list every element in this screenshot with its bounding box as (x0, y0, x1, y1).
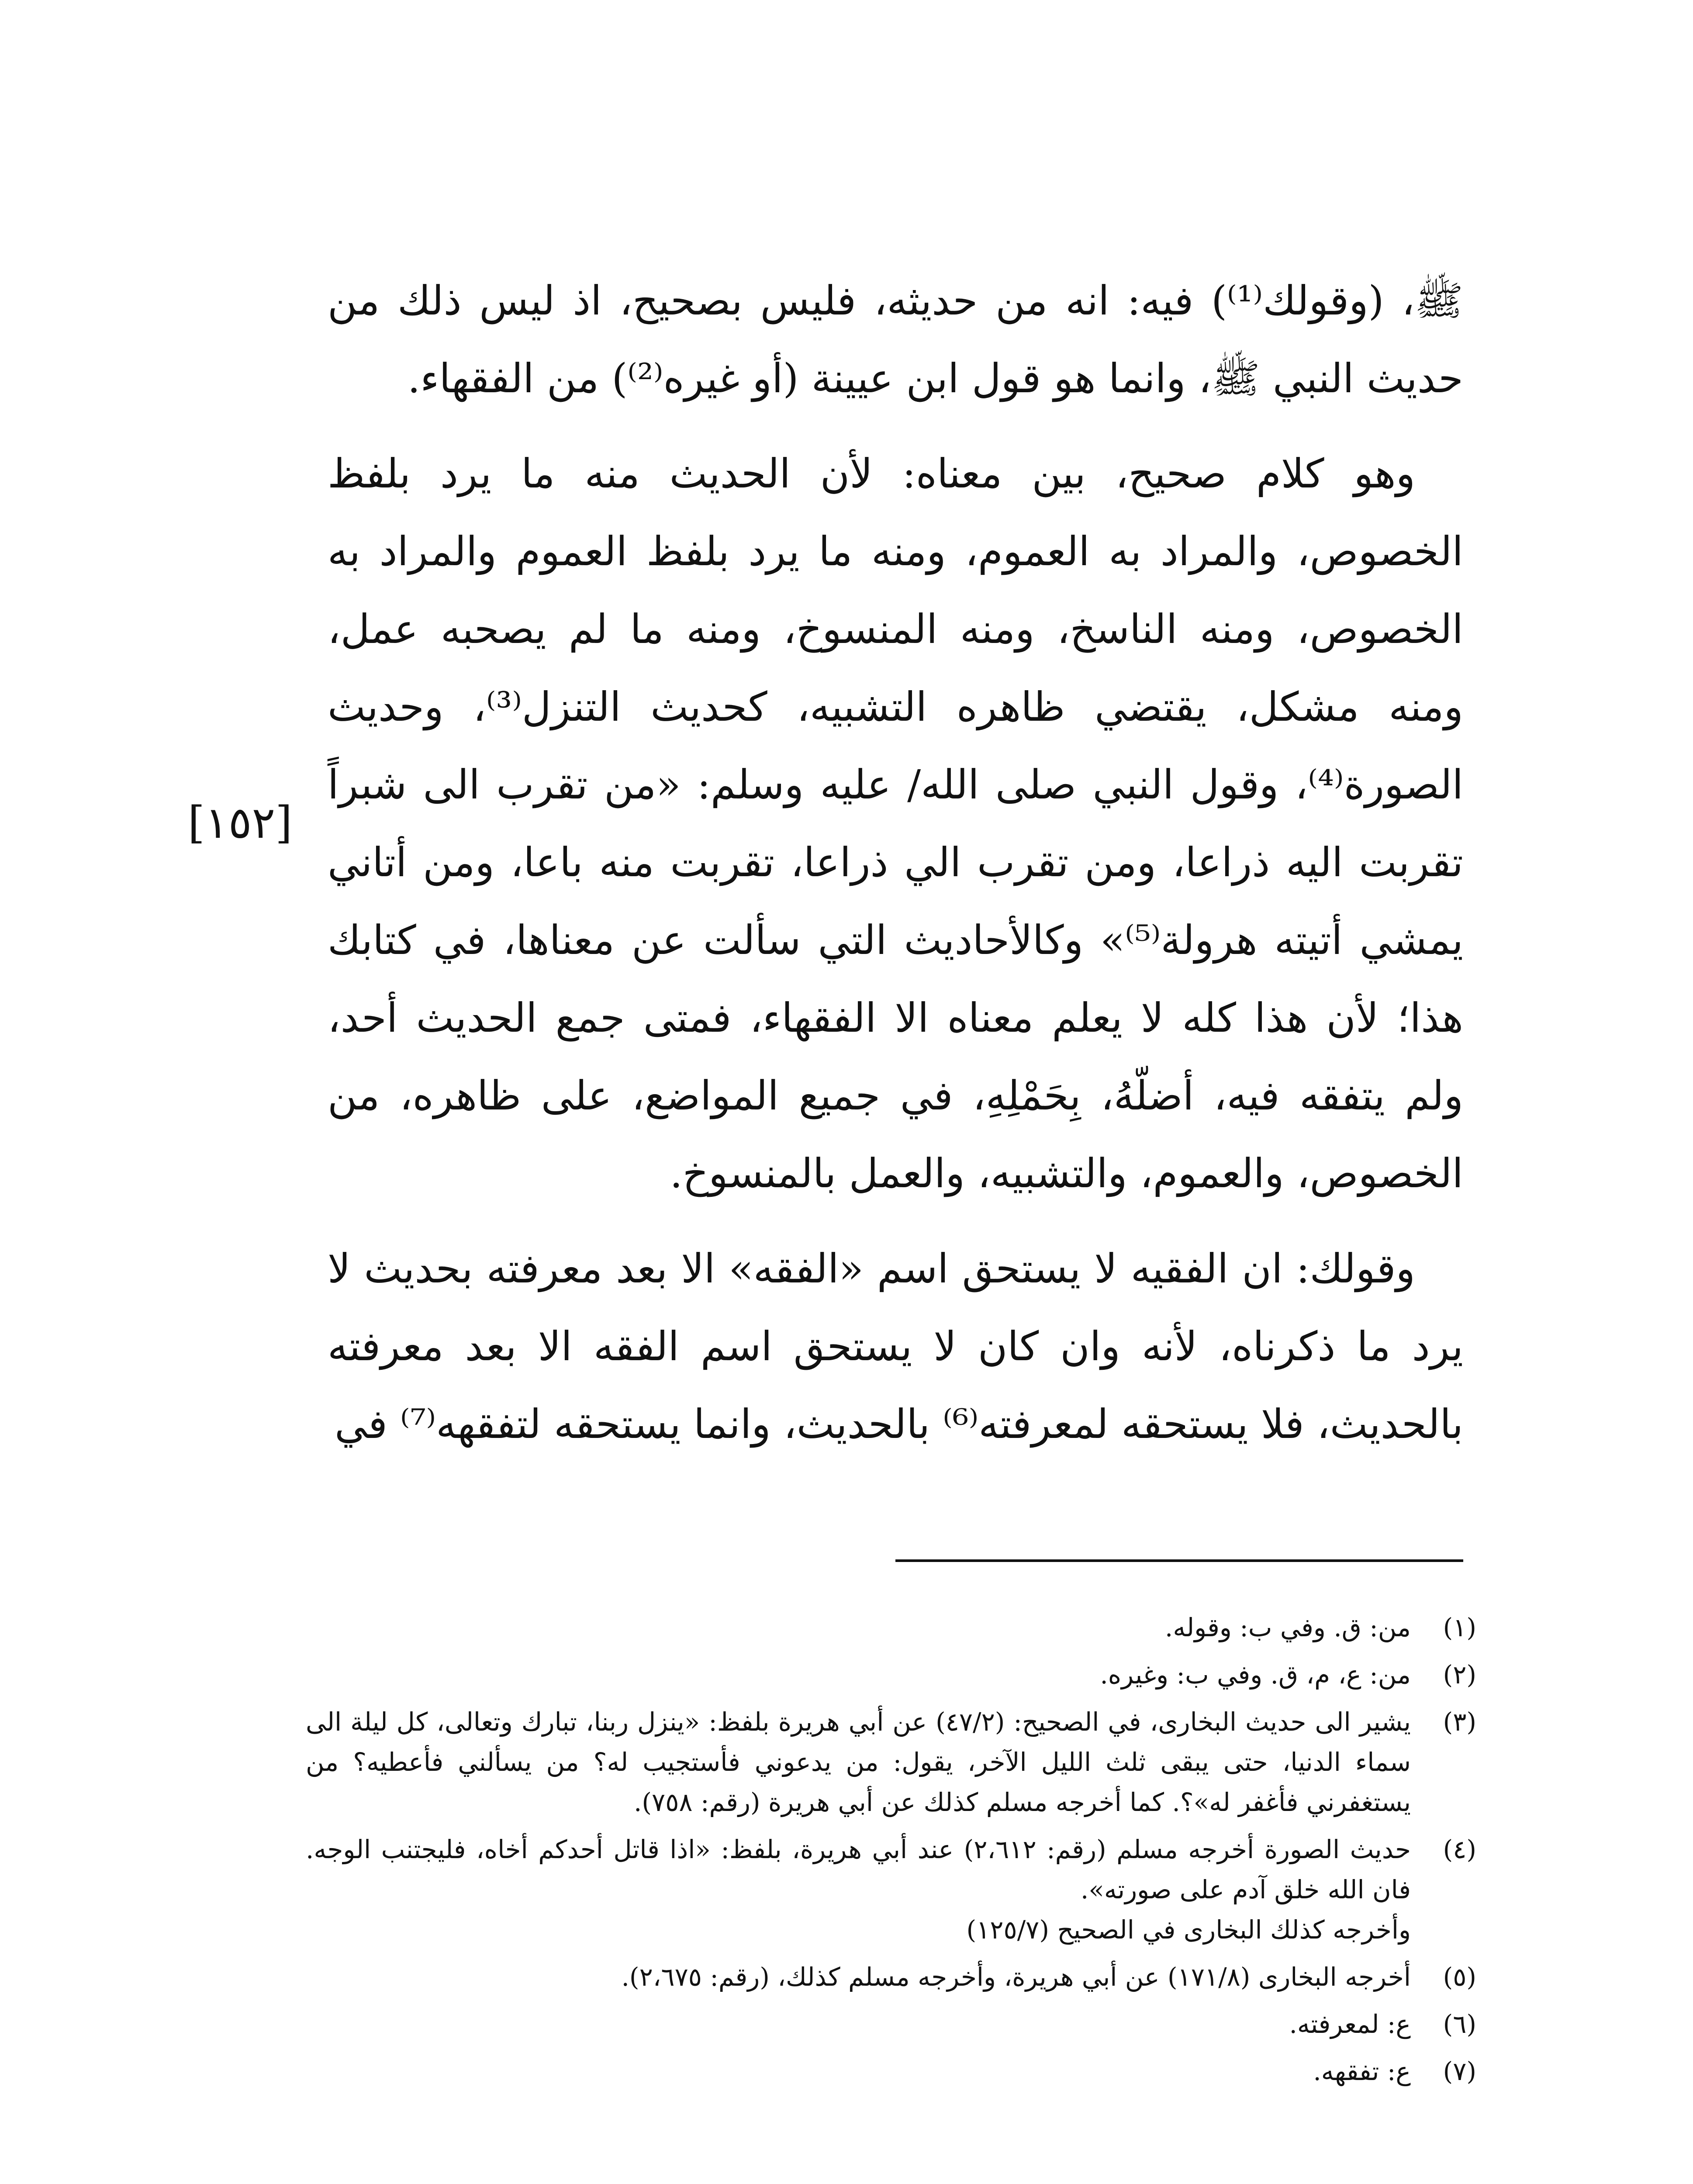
footnote-text (306, 1607, 1411, 1648)
footnote-5 (306, 1957, 1476, 1997)
footnote-4 (306, 1829, 1476, 1950)
footnote-text (306, 2004, 1411, 2044)
footnote-text (306, 1655, 1411, 1695)
footnote-number: (٦) (1443, 2009, 1476, 2039)
margin-page-reference: [١٥٢] (188, 797, 293, 848)
footnote-number: (٢) (1443, 1660, 1476, 1690)
footnote-number: (٥) (1443, 1962, 1476, 1992)
footnote-line: ع: تفقهه. (1313, 2056, 1411, 2086)
paragraph-1: ﷺ، (وقولك⁽¹⁾) فيه: انه من حديثه، فليس بصحيح، اذ ليس ذلك من حديث النبي ﷺ، وانما هو قول ابن عيينة (أو غيره⁽²⁾) من الفقهاء. (328, 277, 1463, 402)
footnote-3 (306, 1702, 1476, 1822)
footnote-1 (306, 1607, 1476, 1648)
footnote-line: أخرجه البخارى (١٧١/٨) عن أبي هريرة، وأخرجه مسلم كذلك، (رقم: ٢،٦٧٥). (621, 1962, 1411, 1992)
footnotes (306, 1607, 1476, 2098)
main-text (328, 262, 1463, 1481)
footnote-text (306, 1829, 1411, 1950)
footnote-text (306, 1702, 1411, 1822)
footnote-number: (١) (1443, 1613, 1476, 1642)
footnote-line: وأخرجه كذلك البخارى في الصحيح (١٢٥/٧) (966, 1915, 1411, 1945)
footnote-line: ع: لمعرفته. (1289, 2009, 1411, 2039)
paragraph-2: وهو كلام صحيح، بين معناه: لأن الحديث منه ما يرد بلفظ الخصوص، والمراد به العموم، ومنه ما يرد بلفظ العموم والمراد به الخصوص، ومنه الناسخ، ومنه المنسوخ، ومنه ما لم يصحبه عمل، ومنه مشكل، يقتضي ظاهره التشبيه، كحديث التنزل⁽³⁾، وحديث الصورة⁽⁴⁾، وقول النبي صلى الله/ عليه وسلم: «من تقرب الى شبراً تقربت اليه ذراعا، ومن تقرب الي ذراعا، تقربت منه باعا، ومن أتاني يمشي أتيته هرولة⁽⁵⁾» وكالأحاديث التي سألت عن معناها، في كتابك هذا؛ لأن هذا كله لا يعلم معناه الا الفقهاء، فمتى جمع الحديث أحد، ولم يتفقه فيه، أضلّهُ، بِحَمْلِهِ، في جميع المواضع، على ظاهره، من الخصوص، والعموم، والتشبيه، والعمل بالمنسوخ. (328, 450, 1463, 1197)
footnote-7 (306, 2051, 1476, 2091)
footnote-text (306, 2051, 1411, 2091)
footnote-6 (306, 2004, 1476, 2044)
footnote-line: حديث الصورة أخرجه مسلم (رقم: ٢،٦١٢) عند أبي هريرة، بلفظ: «اذا قاتل أحدكم أخاه، فليجتنب الوجه. فان الله خلق آدم على صورته». (306, 1835, 1411, 1904)
footnote-line: من: ع، م، ق. وفي ب: وغيره. (1100, 1660, 1411, 1690)
footnote-number: (٧) (1443, 2056, 1476, 2086)
footnote-separator (895, 1559, 1463, 1562)
footnote-line: يشير الى حديث البخارى، في الصحيح: (٤٧/٢) عن أبي هريرة بلفظ: «ينزل ربنا، تبارك وتعالى، كل ليلة الى سماء الدنيا، حتى يبقى ثلث الليل الآخر، يقول: من يدعوني فأستجيب له؟ من يسألني فأعطيه؟ من يستغفرني فأغفر له»؟. كما أخرجه مسلم كذلك عن أبي هريرة (رقم: ٧٥٨). (306, 1707, 1411, 1817)
paragraph-3: وقولك: ان الفقيه لا يستحق اسم «الفقه» الا بعد معرفته بحديث لا يرد ما ذكرناه، لأنه وان كان لا يستحق اسم الفقه الا بعد معرفته بالحديث، فلا يستحقه لمعرفته⁽⁶⁾ بالحديث، وانما يستحقه لتفقهه⁽⁷⁾ في (328, 1245, 1463, 1448)
footnote-line: من: ق. وفي ب: وقوله. (1164, 1613, 1411, 1642)
footnote-text (306, 1957, 1411, 1997)
footnote-number: (٤) (1443, 1835, 1476, 1864)
footnote-2 (306, 1655, 1476, 1695)
footnote-number: (٣) (1443, 1707, 1476, 1737)
